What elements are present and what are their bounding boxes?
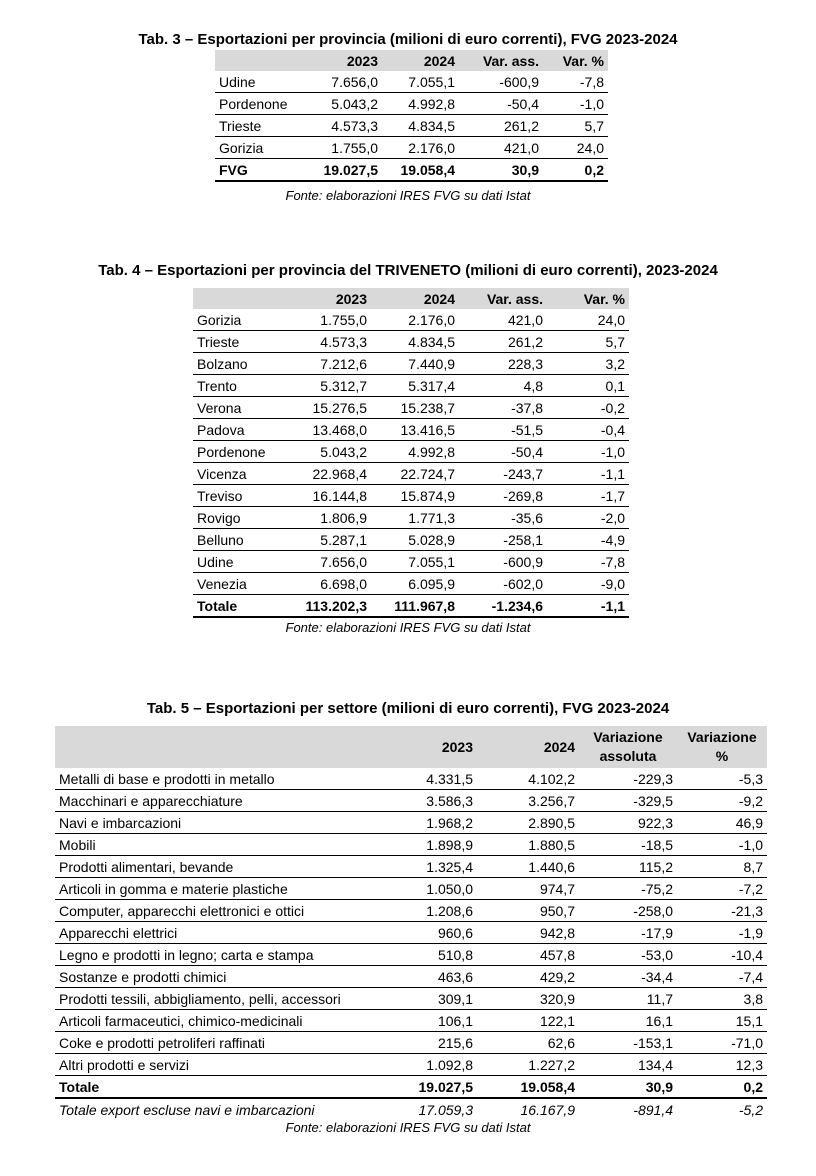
row-label: Verona — [193, 397, 283, 419]
row-label: Trieste — [193, 331, 283, 353]
tab5-source: Fonte: elaborazioni IRES FVG su dati Istat — [285, 1120, 531, 1135]
value-var-ass: -243,7 — [459, 463, 547, 485]
value-2024: 5.028,9 — [371, 529, 459, 551]
row-label: Vicenza — [193, 463, 283, 485]
value-var-pct: 3,8 — [677, 988, 767, 1010]
row-label: Belluno — [193, 529, 283, 551]
row-label: Bolzano — [193, 353, 283, 375]
table-row — [215, 137, 608, 159]
tab5-title: Tab. 5 – Esportazioni per settore (milioni di euro correnti), FVG 2023-2024 — [146, 700, 670, 717]
header-cell: Var. % — [583, 290, 625, 307]
row-label: Gorizia — [193, 309, 283, 331]
value-2023: 7.212,6 — [283, 353, 371, 375]
value-var-ass: 228,3 — [459, 353, 547, 375]
value-var-pct: -9,2 — [677, 790, 767, 812]
table-row — [55, 812, 767, 834]
row-label: Sostanze e prodotti chimici — [55, 966, 375, 988]
value-var-ass: -329,5 — [579, 790, 677, 812]
value-var-ass: 922,3 — [579, 812, 677, 834]
value-2024: 111.967,8 — [371, 595, 459, 618]
header-cell — [677, 726, 767, 768]
row-label: Mobili — [55, 834, 375, 856]
value-2023: 5.287,1 — [283, 529, 371, 551]
value-var-ass: -53,0 — [579, 944, 677, 966]
value-2024: 5.317,4 — [371, 375, 459, 397]
table-total-row — [55, 1076, 767, 1099]
value-2023: 4.573,3 — [283, 331, 371, 353]
value-2023: 5.312,7 — [283, 375, 371, 397]
row-label: Pordenone — [215, 93, 305, 115]
row-label: Navi e imbarcazioni — [55, 812, 375, 834]
table-row — [215, 93, 608, 115]
table-row — [55, 1032, 767, 1054]
value-var-ass: -1.234,6 — [459, 595, 547, 618]
value-var-ass: 134,4 — [579, 1054, 677, 1076]
value-var-pct: -5,3 — [677, 768, 767, 790]
table-row — [193, 485, 629, 507]
row-label: Trieste — [215, 115, 305, 137]
value-var-pct: 0,1 — [547, 375, 629, 397]
row-label: Articoli in gomma e materie plastiche — [55, 878, 375, 900]
value-2024: 13.416,5 — [371, 419, 459, 441]
tab5-table — [55, 726, 767, 1120]
value-var-pct: -71,0 — [677, 1032, 767, 1054]
header-cell: Var. % — [562, 52, 604, 69]
tab3-title: Tab. 3 – Esportazioni per provincia (milioni di euro correnti), FVG 2023-2024 — [138, 31, 678, 48]
value-2023: 16.144,8 — [283, 485, 371, 507]
value-var-pct: 24,0 — [547, 309, 629, 331]
value-2023: 6.698,0 — [283, 573, 371, 595]
value-var-pct: -1,0 — [547, 441, 629, 463]
value-2023: 1.208,6 — [375, 900, 477, 922]
value-var-pct: 46,9 — [677, 812, 767, 834]
value-var-pct: -1,1 — [547, 595, 629, 618]
value-2023: 113.202,3 — [283, 595, 371, 618]
value-var-pct: -0,4 — [547, 419, 629, 441]
value-2024: 1.440,6 — [477, 856, 579, 878]
header-cell: 2023 — [335, 290, 367, 307]
row-label: Metalli di base e prodotti in metallo — [55, 768, 375, 790]
value-var-pct: -7,4 — [677, 966, 767, 988]
row-label: Computer, apparecchi elettronici e ottici — [55, 900, 375, 922]
table-row — [55, 922, 767, 944]
table-row — [193, 463, 629, 485]
value-2023: 5.043,2 — [283, 441, 371, 463]
table-row — [55, 1010, 767, 1032]
value-2023: 463,6 — [375, 966, 477, 988]
value-var-ass: -891,4 — [633, 1101, 673, 1118]
row-label: Padova — [193, 419, 283, 441]
table-row — [193, 309, 629, 331]
table-row — [55, 944, 767, 966]
value-2023: 1.806,9 — [283, 507, 371, 529]
tab3-source: Fonte: elaborazioni IRES FVG su dati Istat — [285, 188, 531, 203]
value-2024: 19.058,4 — [477, 1076, 579, 1099]
table-header-row — [193, 288, 629, 309]
row-label: Treviso — [193, 485, 283, 507]
value-2023: 7.656,0 — [305, 71, 382, 93]
value-var-ass: -37,8 — [459, 397, 547, 419]
value-var-ass: -50,4 — [459, 441, 547, 463]
value-var-ass: -600,9 — [459, 71, 543, 93]
row-label: Trento — [193, 375, 283, 397]
value-2023: 1.325,4 — [375, 856, 477, 878]
value-var-ass: 30,9 — [579, 1076, 677, 1099]
value-2023: 510,8 — [375, 944, 477, 966]
value-2023: 1.092,8 — [375, 1054, 477, 1076]
value-2024: 974,7 — [477, 878, 579, 900]
value-2023: 106,1 — [375, 1010, 477, 1032]
value-var-pct: -7,8 — [543, 71, 608, 93]
table-row — [215, 71, 608, 93]
value-2024: 950,7 — [477, 900, 579, 922]
value-2023: 3.586,3 — [375, 790, 477, 812]
value-var-ass: 261,2 — [459, 331, 547, 353]
table-total-row — [193, 595, 629, 618]
table-row — [193, 397, 629, 419]
value-var-pct: -2,0 — [547, 507, 629, 529]
value-2024: 1.227,2 — [477, 1054, 579, 1076]
header-line: assoluta — [599, 748, 657, 764]
table-row — [193, 375, 629, 397]
table-row — [55, 1054, 767, 1076]
value-2024: 7.440,9 — [371, 353, 459, 375]
value-2024: 942,8 — [477, 922, 579, 944]
value-var-ass: -50,4 — [459, 93, 543, 115]
value-var-pct: -1,9 — [677, 922, 767, 944]
value-2024: 4.834,5 — [371, 331, 459, 353]
value-var-ass: -258,0 — [579, 900, 677, 922]
header-line: % — [715, 748, 729, 764]
value-var-pct: 8,7 — [677, 856, 767, 878]
row-label: Totale — [193, 595, 283, 618]
value-var-ass: 421,0 — [459, 309, 547, 331]
value-var-ass: -34,4 — [579, 966, 677, 988]
value-var-pct: 3,2 — [547, 353, 629, 375]
value-2024: 1.880,5 — [477, 834, 579, 856]
value-var-pct: 0,2 — [543, 159, 608, 182]
table-row — [55, 790, 767, 812]
value-var-ass: -258,1 — [459, 529, 547, 551]
table-row — [193, 441, 629, 463]
table-total-row — [215, 159, 608, 182]
row-label: Legno e prodotti in legno; carta e stampa — [55, 944, 375, 966]
row-label: Articoli farmaceutici, chimico-medicinali — [55, 1010, 375, 1032]
header-cell — [193, 288, 283, 309]
value-var-pct: -1,7 — [547, 485, 629, 507]
value-var-pct: 0,2 — [677, 1076, 767, 1099]
value-var-ass: -229,3 — [579, 768, 677, 790]
header-cell: 2024 — [423, 290, 455, 307]
value-2023: 1.755,0 — [283, 309, 371, 331]
value-var-pct: -1,0 — [543, 93, 608, 115]
value-2023: 22.968,4 — [283, 463, 371, 485]
value-var-pct: 15,1 — [677, 1010, 767, 1032]
value-var-ass: 11,7 — [579, 988, 677, 1010]
value-2024: 4.992,8 — [371, 441, 459, 463]
value-var-ass: -602,0 — [459, 573, 547, 595]
value-2023: 15.276,5 — [283, 397, 371, 419]
value-2023: 4.331,5 — [375, 768, 477, 790]
value-var-pct: 24,0 — [543, 137, 608, 159]
value-2023: 1.898,9 — [375, 834, 477, 856]
value-2023: 19.027,5 — [305, 159, 382, 182]
value-2024: 1.771,3 — [371, 507, 459, 529]
row-label: Rovigo — [193, 507, 283, 529]
table-row — [55, 834, 767, 856]
value-var-ass: 115,2 — [579, 856, 677, 878]
table-header-row — [55, 726, 767, 768]
value-2023: 5.043,2 — [305, 93, 382, 115]
row-label: Udine — [215, 71, 305, 93]
value-var-ass: 261,2 — [459, 115, 543, 137]
value-2023: 1.755,0 — [305, 137, 382, 159]
value-2023: 1.968,2 — [375, 812, 477, 834]
value-var-ass: -269,8 — [459, 485, 547, 507]
tab3-table — [215, 50, 608, 182]
value-2023: 309,1 — [375, 988, 477, 1010]
value-2024: 16.167,9 — [520, 1101, 575, 1118]
value-2023: 19.027,5 — [375, 1076, 477, 1099]
table-row — [55, 988, 767, 1010]
row-label: Udine — [193, 551, 283, 573]
value-var-pct: 5,7 — [547, 331, 629, 353]
value-var-pct: -7,2 — [677, 878, 767, 900]
value-2023: 215,6 — [375, 1032, 477, 1054]
value-var-ass: -17,9 — [579, 922, 677, 944]
value-var-ass: -153,1 — [579, 1032, 677, 1054]
value-var-pct: -1,1 — [547, 463, 629, 485]
value-2024: 2.176,0 — [382, 137, 459, 159]
table-row — [193, 551, 629, 573]
value-2024: 429,2 — [477, 966, 579, 988]
row-label: Altri prodotti e servizi — [55, 1054, 375, 1076]
row-label: Venezia — [193, 573, 283, 595]
value-var-ass: -18,5 — [579, 834, 677, 856]
value-2023: 4.573,3 — [305, 115, 382, 137]
value-2024: 7.055,1 — [371, 551, 459, 573]
value-2024: 3.256,7 — [477, 790, 579, 812]
value-var-pct: 12,3 — [677, 1054, 767, 1076]
row-label: Pordenone — [193, 441, 283, 463]
header-cell: 2023 — [346, 52, 378, 69]
row-label: FVG — [215, 159, 305, 182]
value-2024: 2.176,0 — [371, 309, 459, 331]
header-cell: 2024 — [423, 52, 455, 69]
header-cell: Var. ass. — [482, 52, 539, 69]
row-label: Coke e prodotti petroliferi raffinati — [55, 1032, 375, 1054]
value-var-ass: 30,9 — [459, 159, 543, 182]
header-cell — [215, 50, 305, 71]
tab4-table — [193, 288, 629, 618]
value-var-pct: -5,2 — [738, 1101, 763, 1118]
value-var-pct: -4,9 — [547, 529, 629, 551]
value-var-ass: 421,0 — [459, 137, 543, 159]
value-2023: 17.059,3 — [418, 1101, 473, 1118]
row-label: Prodotti tessili, abbigliamento, pelli, accessori — [55, 988, 375, 1010]
header-cell: 2023 — [441, 738, 473, 755]
table-row — [193, 507, 629, 529]
value-2024: 6.095,9 — [371, 573, 459, 595]
value-var-ass: -35,6 — [459, 507, 547, 529]
header-line: Variazione — [687, 729, 757, 745]
tab4-source: Fonte: elaborazioni IRES FVG su dati Istat — [285, 620, 531, 635]
row-label: Prodotti alimentari, bevande — [55, 856, 375, 878]
header-cell: Var. ass. — [486, 290, 543, 307]
value-var-pct: -0,2 — [547, 397, 629, 419]
value-var-ass: 16,1 — [579, 1010, 677, 1032]
value-2023: 960,6 — [375, 922, 477, 944]
value-2024: 15.874,9 — [371, 485, 459, 507]
value-var-pct: -10,4 — [677, 944, 767, 966]
table-row — [55, 878, 767, 900]
value-2024: 320,9 — [477, 988, 579, 1010]
value-2023: 1.050,0 — [375, 878, 477, 900]
value-2024: 2.890,5 — [477, 812, 579, 834]
value-var-pct: -21,3 — [677, 900, 767, 922]
value-2024: 457,8 — [477, 944, 579, 966]
row-label: Totale — [55, 1076, 375, 1099]
table-row — [193, 573, 629, 595]
table-row — [55, 966, 767, 988]
row-label: Totale export escluse navi e imbarcazioni — [59, 1101, 315, 1118]
header-line: Variazione — [593, 729, 663, 745]
value-2024: 7.055,1 — [382, 71, 459, 93]
row-label: Gorizia — [215, 137, 305, 159]
table-row — [55, 900, 767, 922]
table-row — [193, 529, 629, 551]
header-cell — [579, 726, 677, 768]
value-var-ass: -51,5 — [459, 419, 547, 441]
table-row — [193, 331, 629, 353]
value-var-pct: 5,7 — [543, 115, 608, 137]
table-excl-row — [55, 1098, 767, 1120]
tab4-title: Tab. 4 – Esportazioni per provincia del TRIVENETO (milioni di euro correnti), 2023-2024 — [98, 262, 718, 279]
row-label: Apparecchi elettrici — [55, 922, 375, 944]
value-var-ass: -75,2 — [579, 878, 677, 900]
value-2024: 4.102,2 — [477, 768, 579, 790]
table-row — [215, 115, 608, 137]
value-2024: 22.724,7 — [371, 463, 459, 485]
value-var-pct: -1,0 — [677, 834, 767, 856]
value-2024: 4.834,5 — [382, 115, 459, 137]
table-row — [55, 768, 767, 790]
header-cell: 2024 — [543, 738, 575, 755]
value-2024: 62,6 — [477, 1032, 579, 1054]
row-label: Macchinari e apparecchiature — [55, 790, 375, 812]
value-var-ass: -600,9 — [459, 551, 547, 573]
header-cell — [55, 726, 375, 768]
value-var-ass: 4,8 — [459, 375, 547, 397]
value-2023: 13.468,0 — [283, 419, 371, 441]
value-var-pct: -9,0 — [547, 573, 629, 595]
value-2024: 19.058,4 — [382, 159, 459, 182]
table-row — [193, 353, 629, 375]
value-var-pct: -7,8 — [547, 551, 629, 573]
table-header-row — [215, 50, 608, 71]
table-row — [55, 856, 767, 878]
value-2024: 122,1 — [477, 1010, 579, 1032]
value-2024: 4.992,8 — [382, 93, 459, 115]
value-2024: 15.238,7 — [371, 397, 459, 419]
value-2023: 7.656,0 — [283, 551, 371, 573]
table-row — [193, 419, 629, 441]
